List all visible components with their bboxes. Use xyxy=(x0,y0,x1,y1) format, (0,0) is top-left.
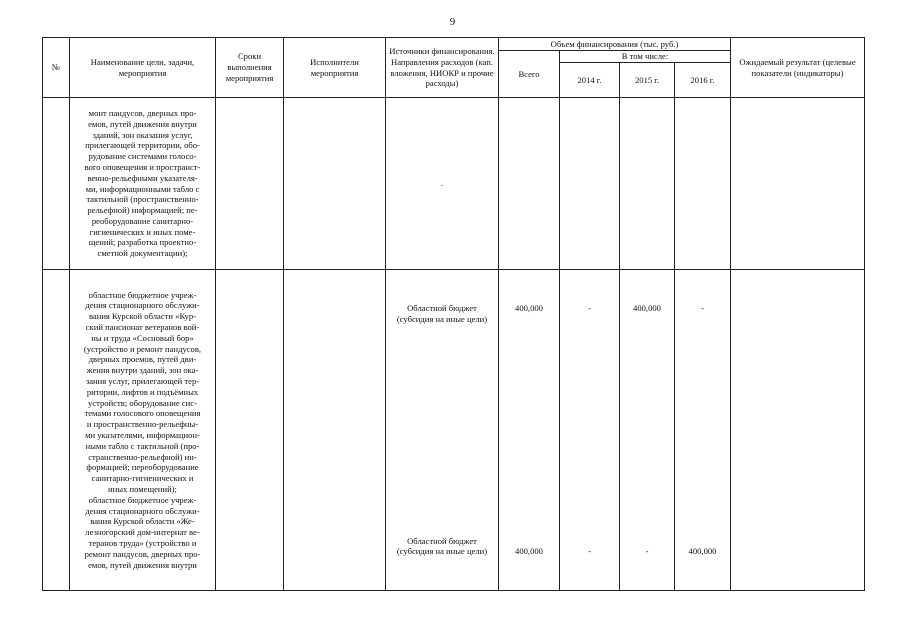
row2-source-b: Областной бюджет (субсидия на иные цели) xyxy=(396,535,488,557)
row1-text: монт пандусов, дверных про- емов, путей движения внутри зданий, зон оказания услуг, прилегающей территории, обо- рудование системами голосо- вого оповещения и пространст- венно-рельефными указателя- ми, информационными табло с тактильной (пространственно- рельефной) информацией; пе- реоборудование санитарно- гигиенических и иных поме- щений; разработка проектно- сметной документации); xyxy=(70,98,216,270)
header-2014: 2014 г. xyxy=(560,63,620,98)
row2-2016: - 400,000 xyxy=(675,270,731,591)
table-row xyxy=(43,270,865,591)
row1-source-mark: . xyxy=(386,98,499,270)
header-num: № xyxy=(43,38,70,98)
row2-2014: - - xyxy=(560,270,620,591)
row2-source-a: Областной бюджет (субсидия на иные цели) xyxy=(396,302,488,324)
header-including: В том числе: xyxy=(560,51,731,63)
header-sources: Источники финансирования. Направления расходов (кап. вложения, НИОКР и прочие расходы) xyxy=(386,38,499,98)
header-total: Всего xyxy=(499,51,560,98)
header-terms: Сроки выполнения мероприятия xyxy=(216,38,284,98)
row2-total: 400,000 400,000 xyxy=(499,270,560,591)
header-volume: Объем финансирования (тыс. руб.) xyxy=(499,38,731,51)
financing-table xyxy=(42,37,865,591)
header-executors: Исполнители мероприятия xyxy=(284,38,386,98)
row2-text: областное бюджетное учреж- дения стационарного обслужи- вания Курской области «Кур- ский пансионат ветеранов вой- ны и труда «Сосновый бор» (устройство и ремонт пандусов, дверных проемов, путей дви- жения внутри зданий, зон ока- зания услуг, прилегающей тер- ритории, лифтов и подъёмных устройств; оборудование сис- темами голосового оповещения и пространственно-рельефны- ми указателями, информацион- ными табло с тактильной (про- странственно-рельефной) ин- формацией; переоборудование санитарно-гигиенических и иных помещений); областное бюджетное учреж- дения стационарного обслужи- вания Курской области «Же- лезногорский дом-интернат ве- теранов труда» (устройство и ремонт пандусов, дверных про- емов, путей движения внутри xyxy=(70,270,216,591)
row2-2015: 400,000 - xyxy=(620,270,675,591)
row2-sources xyxy=(386,270,499,591)
header-2016: 2016 г. xyxy=(675,63,731,98)
header-name: Наименование цели, задачи, мероприятия xyxy=(70,38,216,98)
page-number: 9 xyxy=(449,16,456,28)
header-2015: 2015 г. xyxy=(620,63,675,98)
header-result: Ожидаемый результат (целевые показатели (индикаторы) xyxy=(731,38,865,98)
table-row xyxy=(43,98,865,270)
